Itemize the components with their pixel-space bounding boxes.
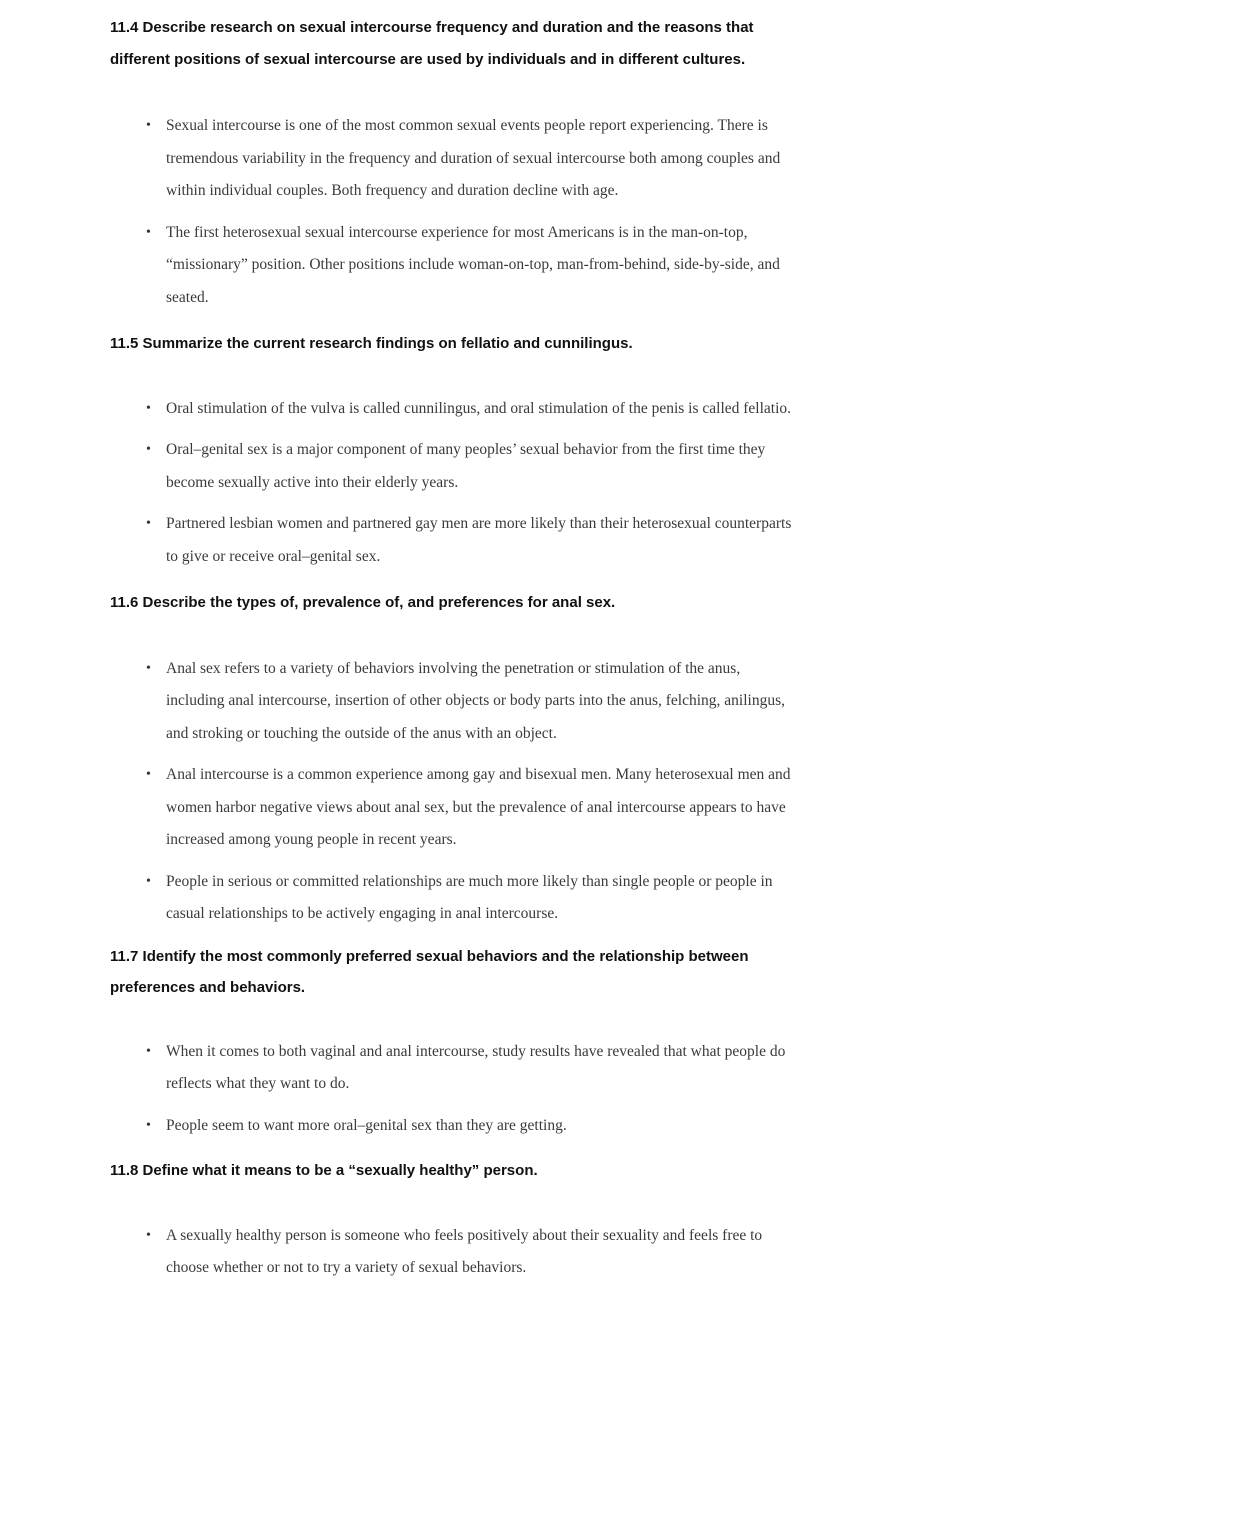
- bullet-list-11-4: [110, 110, 800, 314]
- list-item-text: The first heterosexual sexual intercourse experience for most Americans is in the man-on-top, “missionary” position. Other positions include woman-on-top, man-from-behind, side-by-side, and seated.: [166, 223, 780, 306]
- section-heading-11-4: 11.4 Describe research on sexual intercourse frequency and duration and the reasons that different positions of sexual intercourse are used by individuals and in different cultures.: [110, 19, 754, 68]
- section-heading-11-5: 11.5 Summarize the current research findings on fellatio and cunnilingus.: [110, 335, 633, 352]
- list-item: [110, 110, 800, 208]
- list-item: [110, 1036, 800, 1101]
- bullet-icon: •: [146, 400, 151, 416]
- list-item: [110, 1110, 800, 1143]
- list-item: [110, 508, 800, 573]
- list-item: [110, 393, 800, 426]
- list-item-text: People seem to want more oral–genital sex than they are getting.: [166, 1116, 567, 1134]
- list-item: [110, 1220, 800, 1285]
- bullet-icon: •: [146, 224, 151, 240]
- bullet-list-11-6: [110, 653, 800, 931]
- list-item: [110, 866, 800, 931]
- bullet-icon: •: [146, 1043, 151, 1059]
- list-item-text: People in serious or committed relationships are much more likely than single people or people in casual relationships to be actively engaging in anal intercourse.: [166, 872, 773, 922]
- bullet-icon: •: [146, 767, 151, 782]
- bullet-icon: •: [146, 1117, 151, 1133]
- list-item-text: Partnered lesbian women and partnered gay men are more likely than their heterosexual counterparts to give or receive oral–genital sex.: [166, 515, 792, 565]
- section-heading-11-8: 11.8 Define what it means to be a “sexually healthy” person.: [110, 1162, 538, 1179]
- list-item: [110, 434, 800, 499]
- bullet-list-11-8: [110, 1220, 800, 1285]
- bullet-list-11-5: [110, 393, 800, 574]
- list-item-text: Anal sex refers to a variety of behaviors involving the penetration or stimulation of the anus, including anal intercourse, insertion of other objects or body parts into the anus, felching, anilingus, and stroking or touching the outside of the anus with an object.: [166, 659, 785, 742]
- list-item-text: When it comes to both vaginal and anal intercourse, study results have revealed that what people do reflects what they want to do.: [166, 1042, 786, 1092]
- bullet-icon: •: [146, 1227, 151, 1243]
- section-heading-11-7: 11.7 Identify the most commonly preferred sexual behaviors and the relationship between preferences and behaviors.: [110, 947, 749, 996]
- list-item: [110, 759, 800, 857]
- list-item-text: Oral stimulation of the vulva is called cunnilingus, and oral stimulation of the penis is called fellatio.: [166, 399, 792, 417]
- bullet-icon: •: [146, 660, 151, 676]
- list-item: [110, 217, 800, 315]
- list-item-text: Oral–genital sex is a major component of many peoples’ sexual behavior from the first time they become sexually active into their elderly years.: [166, 441, 766, 491]
- bullet-icon: •: [146, 442, 151, 457]
- list-item: [110, 653, 800, 751]
- bullet-list-11-7: [110, 1036, 800, 1143]
- bullet-icon: •: [146, 873, 151, 889]
- bullet-icon: •: [146, 118, 151, 133]
- list-item-text: Sexual intercourse is one of the most common sexual events people report experiencing. There is tremendous variability in the frequency and duration of sexual intercourse both among couples and within individual couples. Both frequency and duration decline with age.: [166, 117, 781, 199]
- document-page: [110, 12, 800, 1294]
- section-heading-11-6: 11.6 Describe the types of, prevalence of, and preferences for anal sex.: [110, 594, 616, 611]
- list-item-text: A sexually healthy person is someone who feels positively about their sexuality and feels free to choose whether or not to try a variety of sexual behaviors.: [166, 1226, 763, 1276]
- bullet-icon: •: [146, 516, 151, 531]
- list-item-text: Anal intercourse is a common experience among gay and bisexual men. Many heterosexual men and women harbor negative views about anal sex, but the prevalence of anal intercourse appears to have increased among young people in recent years.: [166, 766, 791, 848]
